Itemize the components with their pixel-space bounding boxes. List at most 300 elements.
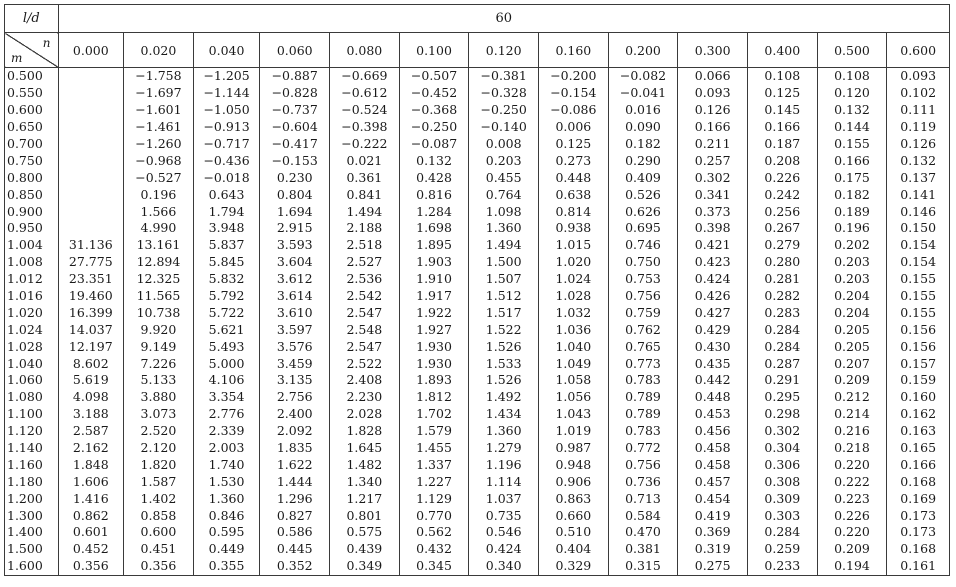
table-row	[5, 524, 950, 541]
table-cell: 0.284	[747, 338, 817, 355]
table-cell: 0.586	[260, 524, 330, 541]
table-cell: 0.409	[608, 169, 678, 186]
table-cell: 0.291	[747, 372, 817, 389]
table-cell: 3.188	[58, 406, 124, 423]
table-cell: −0.604	[260, 119, 330, 136]
table-cell: 0.125	[747, 85, 817, 102]
table-cell: 0.168	[887, 473, 950, 490]
table-cell: −0.452	[399, 85, 469, 102]
table-cell: 4.106	[193, 372, 260, 389]
table-cell: −0.154	[539, 85, 609, 102]
table-cell: 0.125	[539, 136, 609, 153]
table-cell: 0.429	[678, 321, 748, 338]
table-cell: 5.621	[193, 321, 260, 338]
table-cell: 0.156	[887, 321, 950, 338]
table-cell: 0.159	[887, 372, 950, 389]
table-cell: 0.398	[678, 220, 748, 237]
table-cell: −0.018	[193, 169, 260, 186]
table-cell: 5.837	[193, 237, 260, 254]
table-cell: 0.303	[747, 507, 817, 524]
table-cell: 3.593	[260, 237, 330, 254]
row-m-value: 1.016	[5, 288, 59, 305]
table-cell: 1.606	[58, 473, 124, 490]
table-cell: 0.862	[58, 507, 124, 524]
table-cell: 0.108	[747, 68, 817, 85]
table-cell: 0.273	[539, 152, 609, 169]
table-cell: 0.284	[747, 524, 817, 541]
column-header-row	[5, 33, 950, 68]
table-cell	[58, 220, 124, 237]
table-cell: 0.638	[539, 186, 609, 203]
table-cell: 0.161	[887, 558, 950, 575]
table-cell: 0.827	[260, 507, 330, 524]
row-m-value: 1.300	[5, 507, 59, 524]
table-cell: 3.604	[260, 254, 330, 271]
table-cell: 0.369	[678, 524, 748, 541]
row-m-value: 0.700	[5, 136, 59, 153]
table-cell: 0.216	[817, 423, 887, 440]
column-header-n: 0.020	[124, 33, 194, 68]
table-row	[5, 68, 950, 85]
table-cell: 0.456	[678, 423, 748, 440]
table-row	[5, 237, 950, 254]
row-m-value: 1.024	[5, 321, 59, 338]
column-header-n: 0.160	[539, 33, 609, 68]
table-cell: 0.126	[887, 136, 950, 153]
table-row	[5, 203, 950, 220]
table-cell: 0.660	[539, 507, 609, 524]
table-cell: 0.352	[260, 558, 330, 575]
table-row	[5, 389, 950, 406]
table-cell: −0.328	[469, 85, 539, 102]
table-cell: 1.702	[399, 406, 469, 423]
table-cell	[58, 169, 124, 186]
table-cell: 2.003	[193, 440, 260, 457]
table-cell: 0.349	[330, 558, 400, 575]
table-cell: 0.202	[817, 237, 887, 254]
table-cell: −0.737	[260, 102, 330, 119]
table-cell: 0.735	[469, 507, 539, 524]
table-cell: 0.298	[747, 406, 817, 423]
table-cell: 0.194	[817, 558, 887, 575]
table-cell: 0.208	[747, 152, 817, 169]
table-cell: 0.021	[330, 152, 400, 169]
table-cell: 0.093	[887, 68, 950, 85]
table-cell: 0.789	[608, 406, 678, 423]
table-cell: 9.149	[124, 338, 194, 355]
table-cell: 2.120	[124, 440, 194, 457]
table-cell: 0.016	[608, 102, 678, 119]
table-row	[5, 372, 950, 389]
table-cell: 1.037	[469, 490, 539, 507]
table-cell: 0.259	[747, 541, 817, 558]
table-cell: 5.619	[58, 372, 124, 389]
table-cell: −1.260	[124, 136, 194, 153]
table-cell: 0.419	[678, 507, 748, 524]
table-cell: 1.579	[399, 423, 469, 440]
table-cell: 0.304	[747, 440, 817, 457]
table-cell: 1.416	[58, 490, 124, 507]
table-cell: −0.913	[193, 119, 260, 136]
table-row	[5, 136, 950, 153]
table-cell: 1.360	[469, 423, 539, 440]
table-cell: 1.402	[124, 490, 194, 507]
table-cell: 2.522	[330, 355, 400, 372]
table-cell: 0.209	[817, 541, 887, 558]
table-cell: −0.140	[469, 119, 539, 136]
table-cell: 0.454	[678, 490, 748, 507]
table-cell: 0.220	[817, 524, 887, 541]
table-cell: 0.451	[124, 541, 194, 558]
table-cell: 0.280	[747, 254, 817, 271]
row-m-value: 1.200	[5, 490, 59, 507]
table-cell: 3.135	[260, 372, 330, 389]
table-cell: 0.340	[469, 558, 539, 575]
table-cell: 0.223	[817, 490, 887, 507]
table-cell: 1.098	[469, 203, 539, 220]
table-cell: 1.587	[124, 473, 194, 490]
table-cell: 1.895	[399, 237, 469, 254]
table-cell: 0.315	[608, 558, 678, 575]
table-cell: 2.776	[193, 406, 260, 423]
table-cell: 1.040	[539, 338, 609, 355]
table-row	[5, 541, 950, 558]
table-cell: 0.182	[608, 136, 678, 153]
table-cell: 0.144	[817, 119, 887, 136]
table-cell: 3.948	[193, 220, 260, 237]
table-cell: 1.694	[260, 203, 330, 220]
table-row	[5, 423, 950, 440]
corner-diagonal-cell	[5, 33, 59, 68]
table-cell: 0.282	[747, 288, 817, 305]
table-cell: 0.284	[747, 321, 817, 338]
table-cell: 16.399	[58, 304, 124, 321]
table-cell: 7.226	[124, 355, 194, 372]
table-row	[5, 220, 950, 237]
column-header-n: 0.120	[469, 33, 539, 68]
table-cell: −0.153	[260, 152, 330, 169]
table-cell: 2.400	[260, 406, 330, 423]
table-cell: 1.566	[124, 203, 194, 220]
table-cell: 1.494	[330, 203, 400, 220]
table-row	[5, 254, 950, 271]
table-cell: 0.205	[817, 321, 887, 338]
column-header-n: 0.000	[58, 33, 124, 68]
table-cell: 0.428	[399, 169, 469, 186]
table-cell: 3.880	[124, 389, 194, 406]
table-cell: 1.812	[399, 389, 469, 406]
table-cell: 2.520	[124, 423, 194, 440]
table-cell: 1.526	[469, 338, 539, 355]
table-cell: 0.453	[678, 406, 748, 423]
table-cell: 2.339	[193, 423, 260, 440]
table-cell: 27.775	[58, 254, 124, 271]
table-cell: 0.746	[608, 237, 678, 254]
row-m-value: 0.750	[5, 152, 59, 169]
table-cell: 0.600	[124, 524, 194, 541]
table-cell: 10.738	[124, 304, 194, 321]
table-cell: 0.155	[887, 304, 950, 321]
table-cell: 2.408	[330, 372, 400, 389]
table-cell: 0.756	[608, 288, 678, 305]
table-cell: −0.717	[193, 136, 260, 153]
table-cell: −1.461	[124, 119, 194, 136]
table-cell: 0.157	[887, 355, 950, 372]
table-row	[5, 169, 950, 186]
table-cell: 0.242	[747, 186, 817, 203]
table-row	[5, 271, 950, 288]
table-cell: 0.470	[608, 524, 678, 541]
row-m-value: 0.850	[5, 186, 59, 203]
table-cell: 5.845	[193, 254, 260, 271]
table-cell	[58, 102, 124, 119]
table-cell: 0.230	[260, 169, 330, 186]
table-cell: 11.565	[124, 288, 194, 305]
table-cell: −0.507	[399, 68, 469, 85]
table-cell: 0.154	[887, 237, 950, 254]
table-cell: 0.789	[608, 389, 678, 406]
table-row	[5, 558, 950, 575]
table-cell: 5.832	[193, 271, 260, 288]
table-cell: 3.610	[260, 304, 330, 321]
table-cell: 0.448	[539, 169, 609, 186]
row-m-value: 1.500	[5, 541, 59, 558]
table-cell: 2.162	[58, 440, 124, 457]
table-cell: 1.284	[399, 203, 469, 220]
table-cell: 0.220	[817, 456, 887, 473]
column-header-n: 0.300	[678, 33, 748, 68]
table-cell: 0.257	[678, 152, 748, 169]
table-cell: 1.622	[260, 456, 330, 473]
table-row	[5, 440, 950, 457]
ld-value-header: 60	[58, 5, 950, 33]
table-cell: 2.527	[330, 254, 400, 271]
table-cell: −0.200	[539, 68, 609, 85]
table-row	[5, 85, 950, 102]
table-cell: 0.090	[608, 119, 678, 136]
table-cell: 3.354	[193, 389, 260, 406]
row-m-value: 0.650	[5, 119, 59, 136]
row-m-value: 1.004	[5, 237, 59, 254]
table-cell: 1.279	[469, 440, 539, 457]
table-cell: 0.189	[817, 203, 887, 220]
table-cell: 0.209	[817, 372, 887, 389]
table-cell: 0.455	[469, 169, 539, 186]
table-cell: 0.424	[678, 271, 748, 288]
table-cell: 0.102	[887, 85, 950, 102]
column-header-n: 0.400	[747, 33, 817, 68]
table-cell: 0.601	[58, 524, 124, 541]
table-cell: 0.801	[330, 507, 400, 524]
row-m-value: 0.600	[5, 102, 59, 119]
ld-label: l/d	[5, 5, 59, 33]
table-cell: 0.093	[678, 85, 748, 102]
table-cell: 5.792	[193, 288, 260, 305]
table-cell: 19.460	[58, 288, 124, 305]
row-m-value: 1.008	[5, 254, 59, 271]
table-cell	[58, 119, 124, 136]
table-cell: 0.308	[747, 473, 817, 490]
table-cell: 0.765	[608, 338, 678, 355]
table-cell: 1.028	[539, 288, 609, 305]
table-cell: −0.398	[330, 119, 400, 136]
table-cell: 0.290	[608, 152, 678, 169]
table-cell: −0.612	[330, 85, 400, 102]
table-cell: 0.424	[469, 541, 539, 558]
table-cell: 0.306	[747, 456, 817, 473]
table-cell: 0.427	[678, 304, 748, 321]
coefficient-table	[4, 4, 950, 576]
table-cell: −0.381	[469, 68, 539, 85]
row-m-value: 1.160	[5, 456, 59, 473]
table-cell: 1.015	[539, 237, 609, 254]
table-cell: 1.910	[399, 271, 469, 288]
table-cell: 2.587	[58, 423, 124, 440]
table-cell: 2.230	[330, 389, 400, 406]
table-cell: 0.168	[887, 541, 950, 558]
table-cell: −1.601	[124, 102, 194, 119]
table-cell: 13.161	[124, 237, 194, 254]
row-m-value: 1.600	[5, 558, 59, 575]
table-cell: 0.132	[399, 152, 469, 169]
table-cell: 1.129	[399, 490, 469, 507]
table-cell: −0.417	[260, 136, 330, 153]
table-cell: 3.073	[124, 406, 194, 423]
table-cell: 0.432	[399, 541, 469, 558]
table-cell: 0.713	[608, 490, 678, 507]
table-cell	[58, 203, 124, 220]
table-cell: 0.457	[678, 473, 748, 490]
table-cell: 1.227	[399, 473, 469, 490]
table-row	[5, 490, 950, 507]
table-cell: 0.595	[193, 524, 260, 541]
table-cell: 0.421	[678, 237, 748, 254]
table-cell: 0.562	[399, 524, 469, 541]
table-cell	[58, 68, 124, 85]
table-cell: 0.361	[330, 169, 400, 186]
table-cell: 0.356	[58, 558, 124, 575]
table-cell: −0.082	[608, 68, 678, 85]
row-m-value: 0.800	[5, 169, 59, 186]
table-cell: 0.584	[608, 507, 678, 524]
table-cell: 3.597	[260, 321, 330, 338]
table-cell: 3.576	[260, 338, 330, 355]
table-cell: 1.360	[193, 490, 260, 507]
table-cell: 0.204	[817, 304, 887, 321]
table-cell: 0.155	[887, 271, 950, 288]
table-cell: −1.758	[124, 68, 194, 85]
table-cell: 1.930	[399, 355, 469, 372]
table-cell: 1.020	[539, 254, 609, 271]
table-cell: 0.283	[747, 304, 817, 321]
table-cell: 0.204	[817, 288, 887, 305]
table-cell: 0.736	[608, 473, 678, 490]
table-cell: 0.160	[887, 389, 950, 406]
table-cell: 1.848	[58, 456, 124, 473]
table-cell: 5.493	[193, 338, 260, 355]
table-cell: 0.442	[678, 372, 748, 389]
table-row	[5, 119, 950, 136]
table-cell: 0.008	[469, 136, 539, 153]
table-cell: 0.218	[817, 440, 887, 457]
table-cell: −0.222	[330, 136, 400, 153]
table-row	[5, 456, 950, 473]
table-cell: 0.814	[539, 203, 609, 220]
table-cell: 0.175	[817, 169, 887, 186]
table-row	[5, 321, 950, 338]
table-cell: 0.772	[608, 440, 678, 457]
table-cell: 0.166	[887, 456, 950, 473]
table-cell: −0.887	[260, 68, 330, 85]
table-cell: 1.526	[469, 372, 539, 389]
table-cell: 1.114	[469, 473, 539, 490]
row-m-value: 1.080	[5, 389, 59, 406]
table-cell: 1.482	[330, 456, 400, 473]
table-cell: 0.163	[887, 423, 950, 440]
table-cell: −0.669	[330, 68, 400, 85]
table-cell: 31.136	[58, 237, 124, 254]
table-cell: 0.756	[608, 456, 678, 473]
table-cell	[58, 186, 124, 203]
table-cell: 2.547	[330, 304, 400, 321]
table-cell: 0.207	[817, 355, 887, 372]
table-cell: 0.773	[608, 355, 678, 372]
table-cell: 0.226	[817, 507, 887, 524]
table-cell: 0.141	[887, 186, 950, 203]
table-row	[5, 507, 950, 524]
table-row	[5, 338, 950, 355]
table-cell: 0.126	[678, 102, 748, 119]
row-m-value: 0.550	[5, 85, 59, 102]
table-cell: −0.436	[193, 152, 260, 169]
table-cell: 0.196	[124, 186, 194, 203]
table-cell: 0.132	[817, 102, 887, 119]
table-cell: 0.452	[58, 541, 124, 558]
table-cell: 2.756	[260, 389, 330, 406]
table-cell: −0.527	[124, 169, 194, 186]
table-cell: 0.753	[608, 271, 678, 288]
table-cell: 0.458	[678, 440, 748, 457]
table-cell: 2.028	[330, 406, 400, 423]
table-cell: 0.287	[747, 355, 817, 372]
table-cell: 1.530	[193, 473, 260, 490]
table-cell: 0.166	[678, 119, 748, 136]
table-cell: 0.345	[399, 558, 469, 575]
table-row	[5, 355, 950, 372]
table-cell: 1.517	[469, 304, 539, 321]
table-cell: 0.626	[608, 203, 678, 220]
table-cell: 1.922	[399, 304, 469, 321]
table-cell: 1.024	[539, 271, 609, 288]
table-cell: 1.296	[260, 490, 330, 507]
table-cell: 0.759	[608, 304, 678, 321]
table-row	[5, 186, 950, 203]
table-cell: 1.835	[260, 440, 330, 457]
table-cell: 0.169	[887, 490, 950, 507]
table-cell	[58, 136, 124, 153]
table-cell: 0.435	[678, 355, 748, 372]
table-cell: 0.214	[817, 406, 887, 423]
table-cell: −0.250	[399, 119, 469, 136]
table-cell: 0.156	[887, 338, 950, 355]
table-cell: 0.154	[887, 254, 950, 271]
table-cell: 1.049	[539, 355, 609, 372]
table-cell: 14.037	[58, 321, 124, 338]
table-cell: 1.740	[193, 456, 260, 473]
row-m-value: 0.950	[5, 220, 59, 237]
table-cell: 0.150	[887, 220, 950, 237]
table-cell: 9.920	[124, 321, 194, 338]
